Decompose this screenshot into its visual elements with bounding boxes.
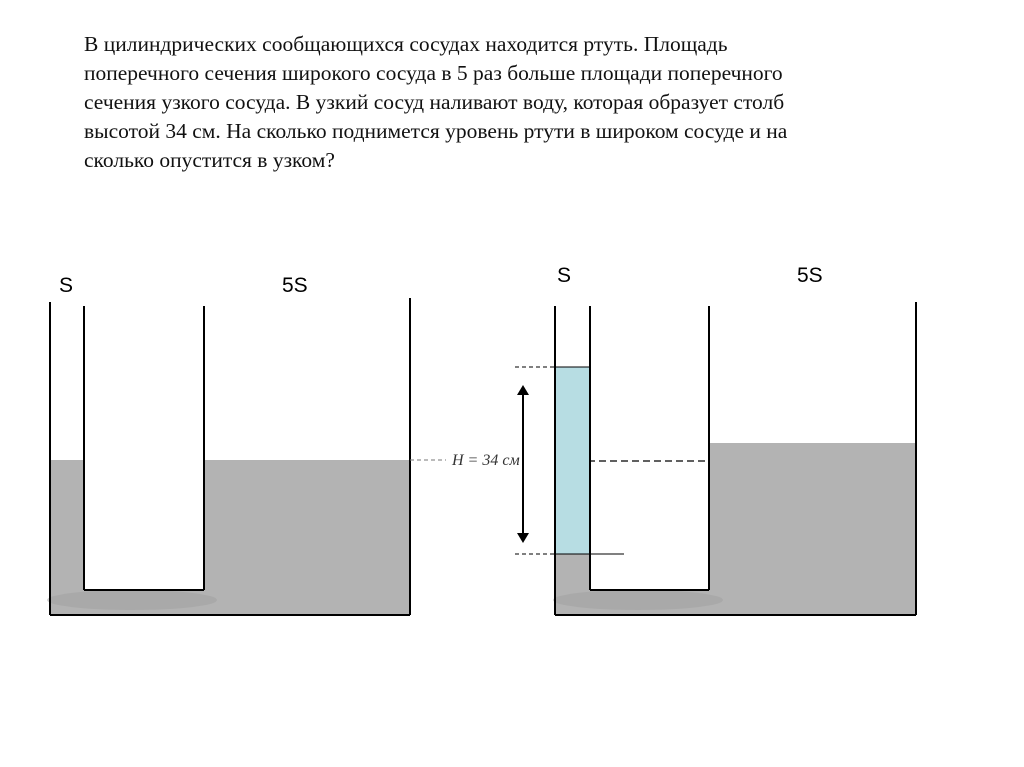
left-wide-label: 5S xyxy=(282,274,308,297)
height-label: H = 34 см xyxy=(452,452,520,469)
problem-line-3: сечения узкого сосуда. В узкий сосуд наливают воду, которая образует столб xyxy=(84,90,785,114)
right-wide-label: 5S xyxy=(797,264,823,287)
problem-line-4: высотой 34 см. На сколько поднимется уровень ртути в широком сосуде и на xyxy=(84,119,788,143)
water-column xyxy=(555,367,590,554)
problem-line-2: поперечного сечения широкого сосуда в 5 раз больше площади поперечного xyxy=(84,61,783,85)
right-bottom-shadow xyxy=(553,590,723,610)
left-narrow-label: S xyxy=(59,274,74,297)
right-narrow-label: S xyxy=(557,264,572,287)
left-bottom-shadow xyxy=(47,590,217,610)
problem-line-1: В цилиндрических сообщающихся сосудах находится ртуть. Площадь xyxy=(84,32,728,56)
left-figure xyxy=(47,298,410,615)
problem-line-5: сколько опустится в узком? xyxy=(84,148,335,172)
right-figure xyxy=(515,302,916,615)
